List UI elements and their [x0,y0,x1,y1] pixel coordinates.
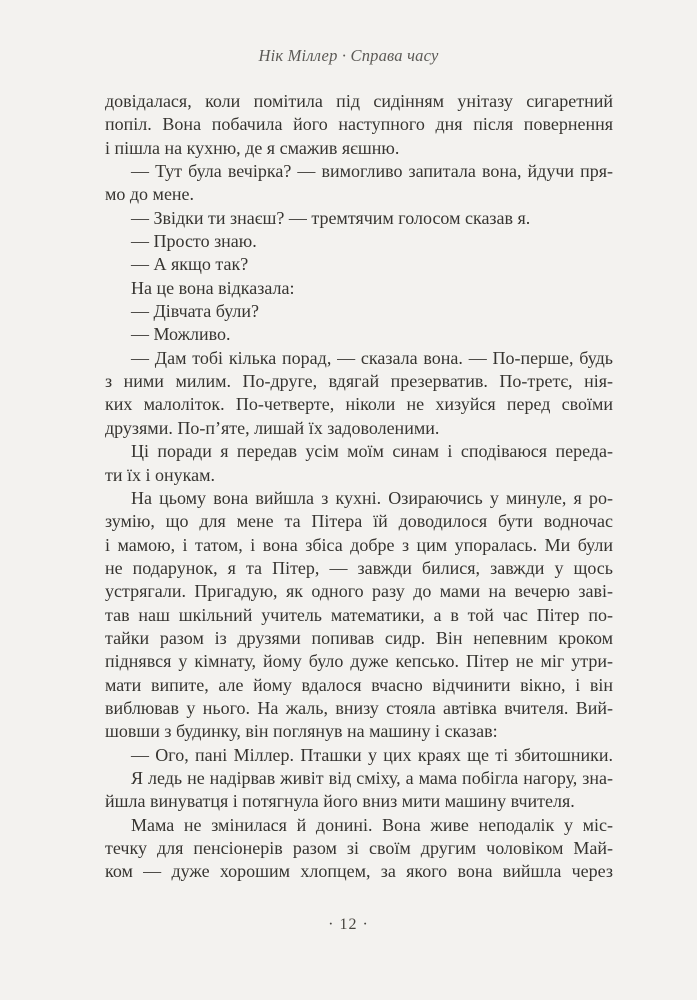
text-line: шовши з будинку, він поглянув на машину і сказав: [105,721,498,742]
text-line: устрягали. Пригадую, як одного разу до мами на вечерю заві- [105,581,613,602]
text-line: — Можливо. [131,324,231,345]
text-line: Мама не змінилася й донині. Вона живе неподалік у міс- [131,814,613,835]
text-line: ком — дуже хорошим хлопцем, за якого вона вийшла через [105,861,613,882]
running-header: Нік Міллер · Справа часу [258,46,439,65]
text-line: і мамою, і татом, і вона збіса добре з цим упоралась. Ми були [105,534,613,555]
paragraph [105,347,613,440]
paragraph [105,300,613,323]
text-line: ких малоліток. По-четверте, ніколи не хизуйся перед своїми [105,394,613,415]
text-line: — Дам тобі кілька порад, — сказала вона. — По-перше, будь [131,347,613,368]
text-line: мати випите, але йому вдалося вчасно відчинити вікно, і він [105,674,613,695]
paragraph [105,814,613,884]
text-block [105,90,613,884]
text-line: На цьому вона вийшла з кухні. Озираючись у минуле, я ро- [131,487,613,508]
text-line: — А якщо так? [131,254,249,275]
paragraph [105,277,613,300]
text-line: попіл. Вона побачила його наступного дня після повернення [105,114,613,135]
text-line: течку для пенсіонерів разом зі своїм другим чоловіком Май- [105,838,613,858]
text-line: тав наш шкільний учитель математики, а в той час Пітер по- [105,604,613,625]
text-line: — Дівчата були? [131,301,260,322]
paragraph [105,160,613,207]
paragraph [105,487,613,744]
text-line: виблював у нього. На жаль, внизу стояла автівка вчителя. Вий- [105,697,613,718]
text-line: Ці поради я передав усім моїм синам і сподіваюся переда- [131,441,613,462]
text-line: і пішла на кухню, де я смажив яєшню. [105,137,400,158]
text-line: довідалася, коли помітила під сидінням унітазу сигаретний [105,91,613,111]
text-line: — Ого, пані Міллер. Пташки у цих краях ще ті збитошники. [131,744,613,765]
text-line: — Звідки ти знаєш? — тремтячим голосом сказав я. [131,207,531,228]
paragraph [105,440,613,487]
text-line: — Тут була вечірка? — вимогливо запитала вона, йдучи пря- [131,161,613,182]
text-line: з ними милим. По-друге, вдягай презерватив. По-третє, нія- [105,371,613,392]
paragraph [105,767,613,814]
text-line: Я ледь не надірвав живіт від сміху, а мама побігла нагору, зна- [131,767,613,788]
text-line: йшла винуватця і потягнула його вниз мити машину вчителя. [105,791,575,812]
text-line: На це вона відказала: [131,277,295,298]
text-line: мо до мене. [105,184,195,205]
paragraph [105,323,613,346]
text-line: не подарунок, я та Пітер, — завжди билися, завжди у щось [105,557,613,578]
text-line: друзями. По-п’яте, лишай їх задоволеними. [105,417,440,438]
paragraph [105,90,613,160]
text-line: зумію, що для мене та Пітера їй доводилося бути водночас [105,511,613,532]
text-line: ти їх і онукам. [105,464,215,485]
paragraph [105,253,613,276]
text-line: піднявся у кімнату, йому було дуже кепсько. Пітер не міг утри- [105,651,613,672]
text-line: тайки разом із друзями попивав сидр. Він непевним кроком [105,627,613,648]
paragraph [105,744,613,767]
paragraph [105,207,613,230]
paragraph [105,230,613,253]
text-line: — Просто знаю. [131,231,257,252]
page-number: · 12 · [328,916,369,933]
